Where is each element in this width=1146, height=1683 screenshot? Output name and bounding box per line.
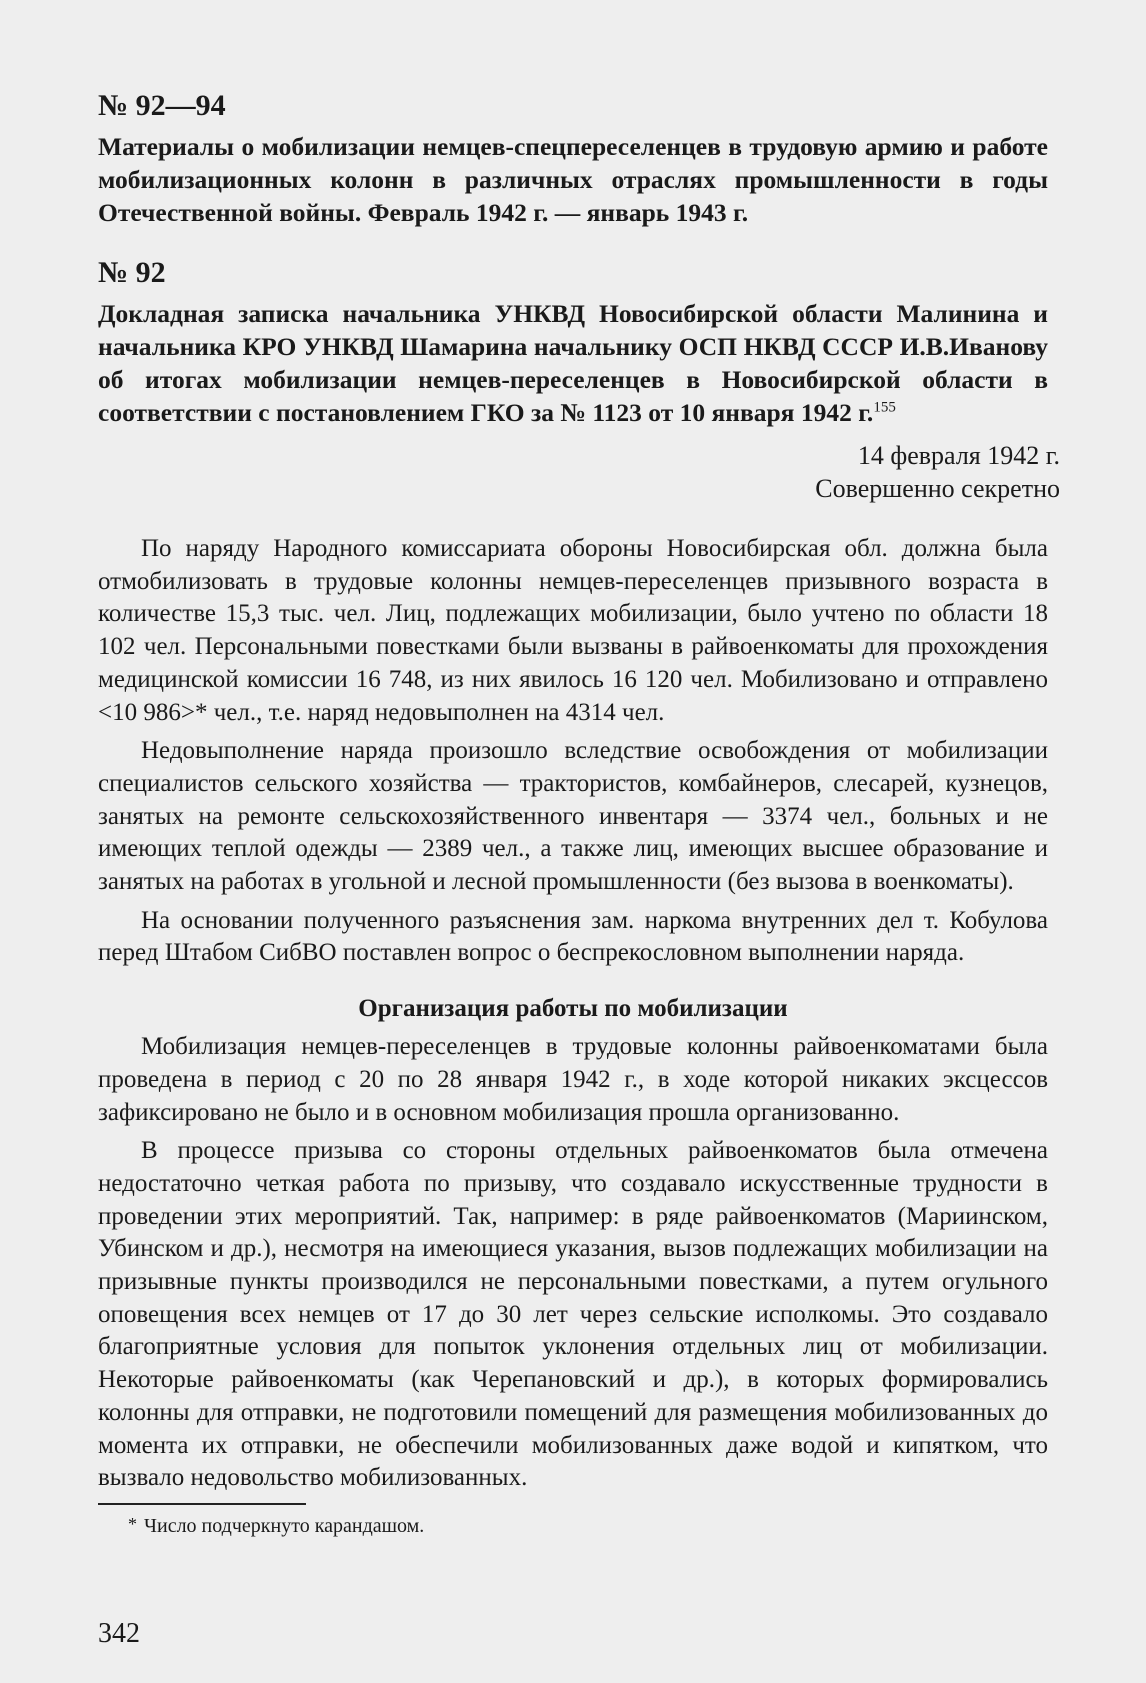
series-number: № 92—94 xyxy=(98,89,226,122)
paragraph: Недовыполнение наряда произошло вследствие освобождения от мобилизации специалистов сельского хозяйства — трактористов, комбайнеров, слесарей, кузнецов, занятых на ремонте сельскохозяйственного инвентаря — 3374 чел., больных и не имеющих теплой одежды — 2389 чел., а также лиц, имеющих высшее образование и занятых на работах в угольной и лесной промышленности (без вызова в военкоматы). xyxy=(98,737,1048,896)
page-number: 342 xyxy=(98,1618,140,1649)
series-title: Материалы о мобилизации немцев-спецпереселенцев в трудовую армию и работе мобилизационных колонн в различных отраслях промышленности в годы Отечественной войны. Февраль 1942 г. — январь 1943 г. xyxy=(98,132,1048,227)
doc-title-note-ref: 155 xyxy=(873,399,896,416)
body-text xyxy=(98,533,1048,1495)
footnote-divider xyxy=(98,1503,306,1505)
document-page xyxy=(98,88,1060,1539)
doc-title-text: Докладная записка начальника УНКВД Новосибирской области Малинина и начальника КРО УНКВД Шамарина начальнику ОСП НКВД СССР И.В.Иванову об итогах мобилизации немцев-переселенцев в Новосибирской области в соответствии с постановлением ГКО за № 1123 от 10 января 1942 г. xyxy=(98,299,1048,427)
doc-date: 14 февраля 1942 г. xyxy=(857,441,1060,470)
classification-stamp: Совершенно секретно xyxy=(815,474,1060,503)
section-heading: Организация работы по мобилизации xyxy=(358,995,788,1023)
date-block xyxy=(98,439,1060,505)
footnote xyxy=(98,1513,1048,1539)
paragraph: На основании полученного разъяснения зам. наркома внутренних дел т. Кобулова перед Штабом СибВО поставлен вопрос о беспрекословном выполнении наряда. xyxy=(98,906,1048,967)
paragraph: По наряду Народного комиссариата обороны Новосибирская обл. должна была отмобилизовать в трудовые колонны немцев-переселенцев призывного возраста в количестве 15,3 тыс. чел. Лиц, подлежащих мобилизации, было учтено по области 18 102 чел. Персональными повестками были вызваны в райвоенкоматы для прохождения медицинской комиссии 16 748, из них явилось 16 120 чел. Мобилизовано и отправлено <10 986>* чел., т.е. наряд недовыполнен на 4314 чел. xyxy=(98,535,1048,726)
footnote-text: Число подчеркнуто карандашом. xyxy=(144,1514,425,1537)
paragraph: Мобилизация немцев-переселенцев в трудовые колонны райвоенкоматами была проведена в период с 20 по 28 января 1942 г., в ходе которой никаких эксцессов зафиксировано не было и в основном мобилизация прошла организованно. xyxy=(98,1033,1048,1126)
paragraph: В процессе призыва со стороны отдельных райвоенкоматов была отмечена недостаточно четкая работа по призыву, что создавало искусственные трудности в проведении этих мероприятий. Так, например: в ряде райвоенкоматов (Мариинском, Убинском и др.), несмотря на имеющиеся указания, вызов подлежащих мобилизации на призывные пункты производился не персональными повестками, а путем огульного оповещения всех немцев от 17 до 30 лет через сельские исполкомы. Это создавало благоприятные условия для попыток уклонения отдельных лиц от мобилизации. Некоторые райвоенкоматы (как Черепановский и др.), в которых формировались колонны для отправки, не подготовили помещений для размещения мобилизованных до момента их отправки, не обеспечили мобилизованных даже водой и кипятком, что вызвало недовольство мобилизованных. xyxy=(98,1137,1048,1492)
doc-number: № 92 xyxy=(98,256,166,289)
footnote-mark: * xyxy=(128,1513,137,1534)
doc-title xyxy=(98,297,1048,429)
